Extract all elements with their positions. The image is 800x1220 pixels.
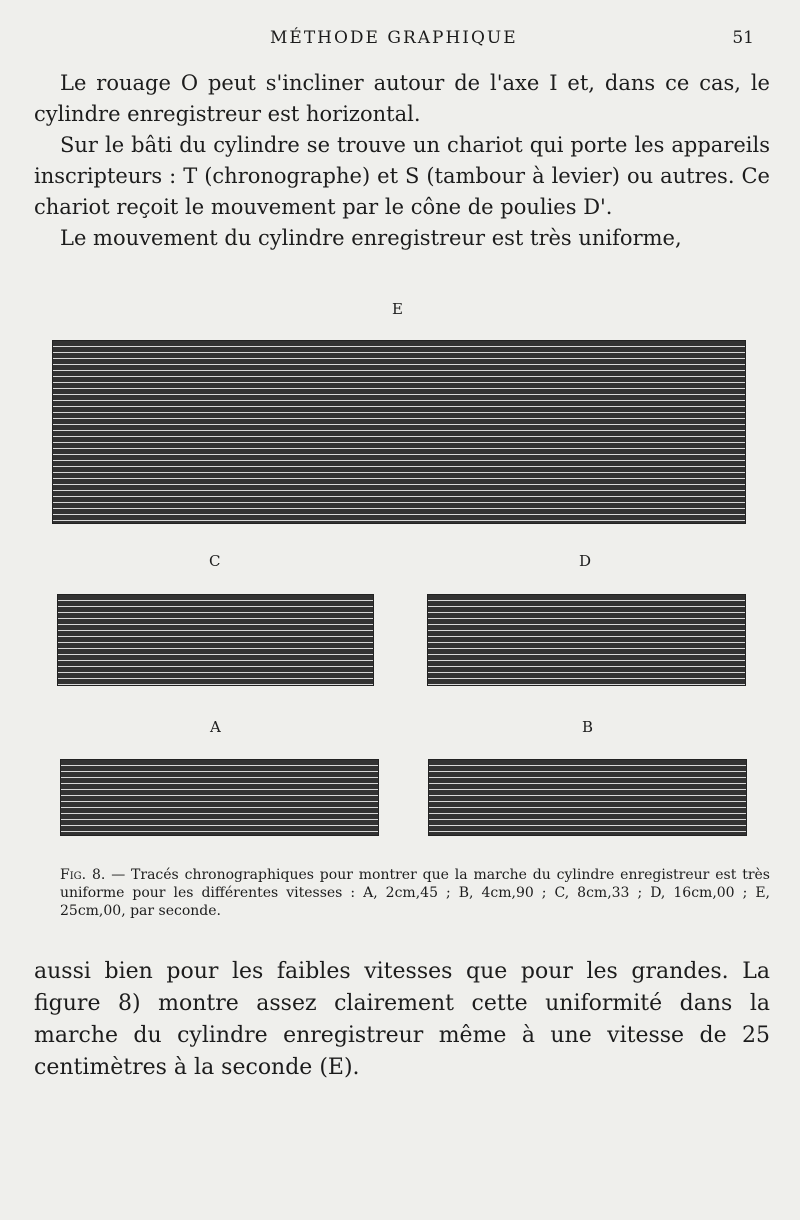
running-header	[0, 28, 800, 52]
figure-number: Fig. 8.	[60, 867, 106, 883]
caption-text: — Tracés chronographiques pour montrer que la marche du cylindre enregistreur est très uniforme pour les différentes vitesses : A, 2cm,45 ; B, 4cm,90 ; C, 8cm,33 ; D, 16cm,00 ; E, 25cm,00, par seconde.	[60, 867, 770, 919]
trace-panel-e	[52, 340, 746, 524]
panel-label-d: D	[579, 552, 592, 570]
trace-panel-c	[57, 594, 374, 686]
panel-label-c: C	[209, 552, 221, 570]
paragraph: aussi bien pour les faibles vitesses que pour les grandes. La figure 8) montre assez clairement cette uniformité dans la marche du cylindre enregistreur même à une vitesse de 25 centimètres à la seconde (E).	[34, 959, 770, 1080]
bottom-text	[34, 956, 770, 1084]
paragraph: Sur le bâti du cylindre se trouve un chariot qui porte les appareils inscripteurs : T (chronographe) et S (tambour à levier) ou autres. Ce chariot reçoit le mouvement par le cône de poulies D'.	[34, 133, 770, 219]
trace-panel-b	[428, 759, 747, 836]
panel-label-e: E	[392, 300, 403, 318]
top-text	[34, 68, 770, 254]
figure-caption	[60, 866, 770, 920]
page-number: 51	[732, 28, 754, 48]
trace-panel-d	[427, 594, 746, 686]
paragraph: Le mouvement du cylindre enregistreur est très uniforme,	[60, 226, 682, 250]
running-title: MÉTHODE GRAPHIQUE	[270, 28, 518, 48]
trace-panel-a	[60, 759, 379, 836]
paragraph: Le rouage O peut s'incliner autour de l'axe I et, dans ce cas, le cylindre enregistreur est horizontal.	[34, 71, 770, 126]
panel-label-b: B	[582, 718, 594, 736]
panel-label-a: A	[210, 718, 221, 736]
